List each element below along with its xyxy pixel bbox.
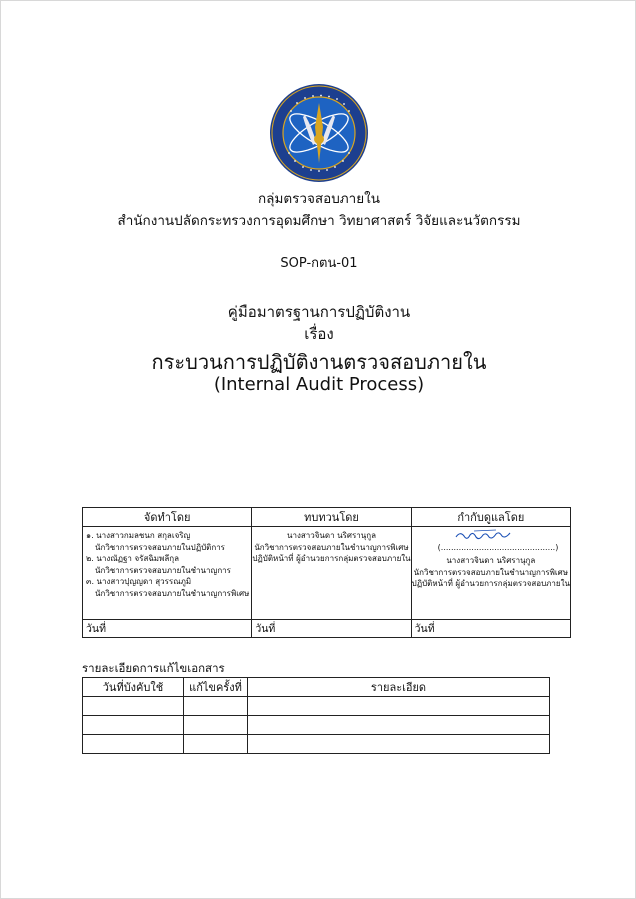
revision-details-header: รายละเอียด (248, 678, 550, 697)
revision-cell (83, 735, 184, 754)
revision-table (82, 677, 550, 754)
revision-row (83, 735, 550, 754)
signoff-header-row (83, 508, 571, 527)
reviewed-by-header: ทบทวนโดย (252, 508, 411, 527)
reviewed-date-cell: วันที่ (252, 620, 411, 638)
revision-row (83, 697, 550, 716)
preparer-2-position: นักวิชาการตรวจสอบภายในชำนาญการ (95, 565, 231, 575)
reviewer-position: นักวิชาการตรวจสอบภายในชำนาญการพิเศษ (254, 542, 409, 552)
supervised-date-cell: วันที่ (411, 620, 570, 638)
office-name: สำนักงานปลัดกระทรวงการอุดมศึกษา วิทยาศาสตร์ วิจัยและนวัตกรรม (117, 213, 521, 229)
reviewed-by-cell (252, 527, 411, 620)
reviewer-name: นางสาวจินดา นริศรานุกูล (287, 531, 376, 540)
prepared-date-cell: วันที่ (83, 620, 252, 638)
revision-section-title: รายละเอียดการแก้ไขเอกสาร (82, 661, 225, 675)
signoff-date-row (83, 620, 571, 638)
effective-date-header: วันที่บังคับใช้ (83, 678, 184, 697)
revision-cell (184, 716, 248, 735)
supervisor-position: นักวิชาการตรวจสอบภายในชำนาญการพิเศษ (413, 567, 568, 577)
revision-row (83, 716, 550, 735)
revision-cell (248, 716, 550, 735)
group-name: กลุ่มตรวจสอบภายใน (258, 191, 380, 207)
revision-cell (248, 735, 550, 754)
supervisor-name: นางสาวจินดา นริศรานุกูล (446, 556, 536, 565)
manual-title: คู่มือมาตรฐานการปฏิบัติงาน (227, 303, 411, 321)
document-code: SOP-กตน-01 (280, 256, 358, 271)
revision-header-row (83, 678, 550, 697)
ministry-seal-logo (269, 83, 369, 183)
revision-cell (83, 716, 184, 735)
signoff-body-row (83, 527, 571, 620)
supervised-by-header: กำกับดูแลโดย (411, 508, 570, 527)
revision-cell (184, 735, 248, 754)
process-title-english: (Internal Audit Process) (213, 374, 425, 395)
prepared-by-header: จัดทำโดย (83, 508, 252, 527)
signoff-table (82, 507, 571, 638)
preparer-1-name: ๑. นางสาวกมลชนก สกุลเจริญ (86, 531, 191, 540)
supervised-by-cell (411, 527, 570, 620)
revision-cell (83, 697, 184, 716)
process-title: กระบวนการปฏิบัติงานตรวจสอบภายใน (151, 350, 487, 374)
subject-label: เรื่อง (304, 325, 334, 343)
preparer-3-name: ๓. นางสาวปุญญดา สุวรรณภูมิ (86, 577, 192, 586)
revision-cell (184, 697, 248, 716)
supervisor-role: ปฏิบัติหน้าที่ ผู้อำนวยการกลุ่มตรวจสอบภายใน (411, 579, 570, 588)
preparer-3-position: นักวิชาการตรวจสอบภายในชำนาญการพิเศษ (95, 588, 250, 598)
revision-cell (248, 697, 550, 716)
revision-number-header: แก้ไขครั้งที่ (184, 678, 248, 697)
preparer-2-name: ๒. นางณัฏฐา จรัสฉิมพลีกุล (86, 554, 179, 563)
prepared-by-cell (83, 527, 252, 620)
reviewer-role: ปฏิบัติหน้าที่ ผู้อำนวยการกลุ่มตรวจสอบภายใน (252, 554, 411, 563)
preparer-1-position: นักวิชาการตรวจสอบภายในปฏิบัติการ (95, 542, 225, 552)
signature-line: (.............................................) (437, 543, 559, 552)
